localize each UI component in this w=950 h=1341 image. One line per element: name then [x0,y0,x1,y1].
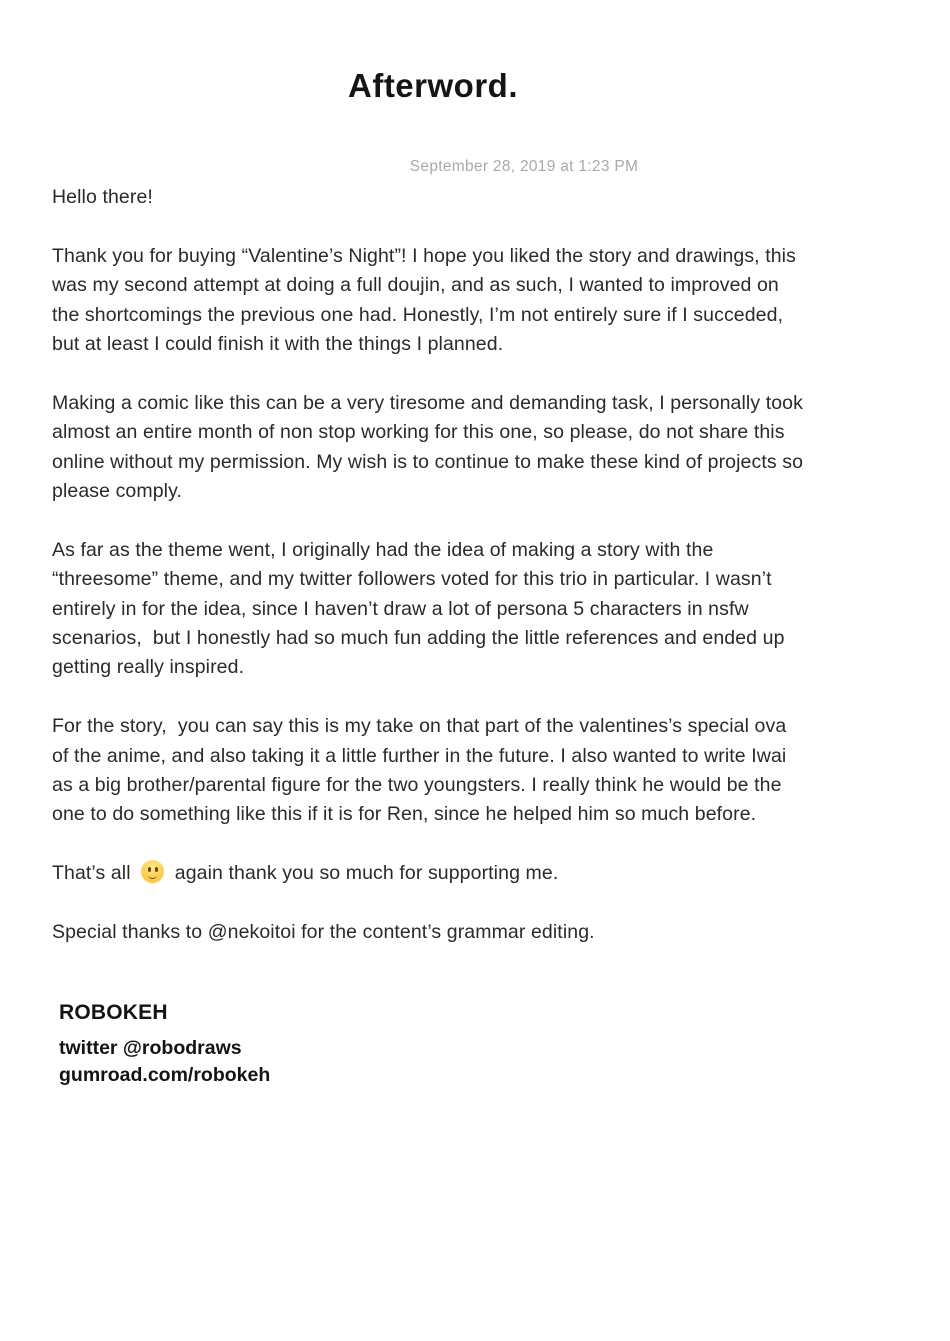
text-line: the shortcomings the previous one had. Honestly, I’m not entirely sure if I succeded, [52,303,784,326]
text-line: please comply. [52,480,183,503]
paragraph-thank-you [52,242,852,360]
emoji-left-eye [148,867,151,872]
text-line: scenarios, but I honestly had so much fun adding the little references and ended up [52,627,785,650]
closing-line [52,859,852,888]
closing-text-pre: That’s all [52,862,131,885]
closing-text-post: again thank you so much for supporting me. [174,862,559,885]
text-line: was my second attempt at doing a full doujin, and as such, I wanted to improved on [52,274,779,297]
post-timestamp: September 28, 2019 at 1:23 PM [409,158,639,175]
text-line: almost an entire month of non stop working for this one, so please, do not share this [52,421,785,444]
text-line: As far as the theme went, I originally had the idea of making a story with the [52,538,714,561]
text-line: but at least I could finish it with the things I planned. [52,333,504,356]
text-line: entirely in for the idea, since I haven’t draw a lot of persona 5 characters in nsfw [52,597,749,620]
text-line: For the story, you can say this is my take on that part of the valentines’s special ova [52,715,787,738]
author-links [59,1035,950,1089]
greeting-line: Hello there! [52,186,153,208]
text-line: as a big brother/parental figure for the two youngsters. I really think he would be the [52,774,782,797]
text-line: “threesome” theme, and my twitter followers voted for this trio in particular. I wasn’t [52,568,772,591]
page-title: Afterword. [348,67,518,104]
signature-block [59,999,950,1089]
slightly-smiling-face-emoji [141,860,164,883]
paragraph-story [52,712,852,830]
twitter-handle: twitter @robodraws [59,1037,242,1060]
emoji-mouth [148,874,157,879]
paragraph-theme [52,536,852,683]
letter-body [52,183,852,947]
paragraph-do-not-share [52,389,852,507]
gumroad-url: gumroad.com/robokeh [59,1064,271,1087]
text-line: online without my permission. My wish is to continue to make these kind of projects so [52,450,804,473]
text-line: of the anime, and also taking it a little further in the future. I also wanted to write Iwai [52,744,787,767]
emoji-right-eye [155,867,158,872]
special-thanks-line: Special thanks to @nekoitoi for the content’s grammar editing. [52,921,595,944]
text-line: one to do something like this if it is for Ren, since he helped him so much before. [52,803,757,826]
text-line: Thank you for buying “Valentine’s Night”! I hope you liked the story and drawings, this [52,244,796,267]
author-name: ROBOKEH [59,1001,168,1025]
text-line: getting really inspired. [52,656,245,679]
text-line: Making a comic like this can be a very tiresome and demanding task, I personally took [52,391,803,414]
